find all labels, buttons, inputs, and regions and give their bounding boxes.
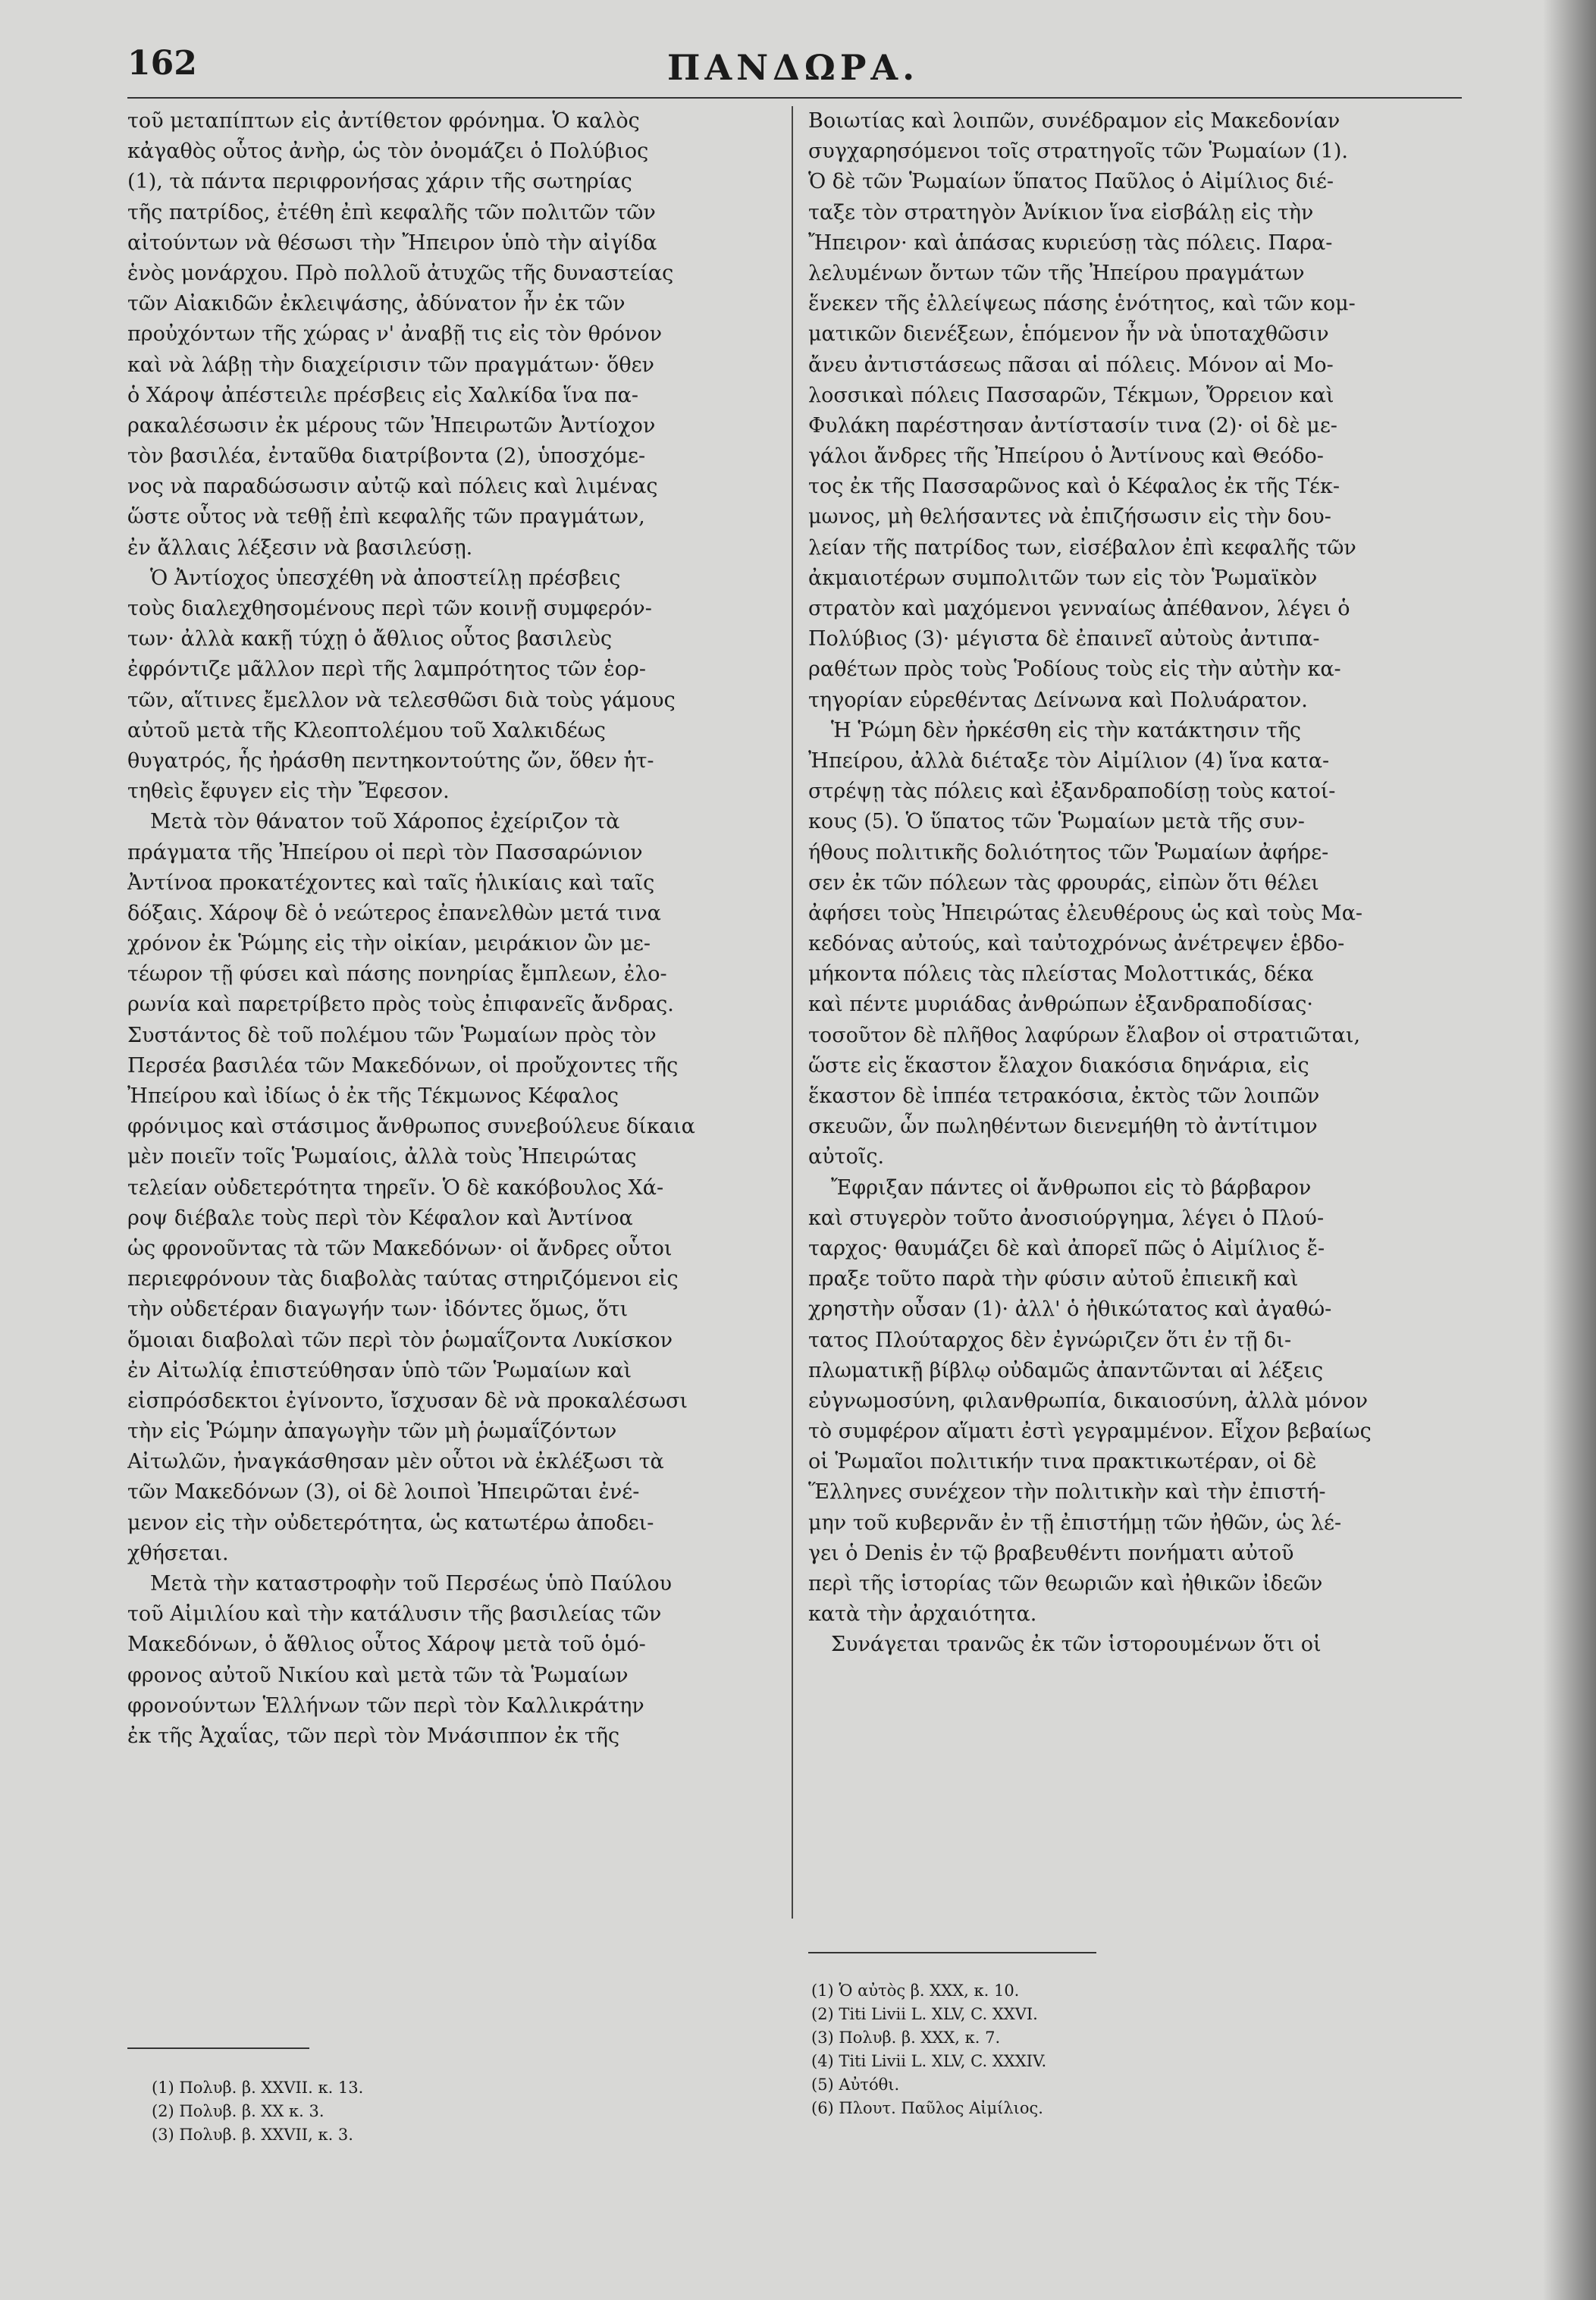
text-line: Μετὰ τὸν θάνατον τοῦ Χάροπος ἐχείριζον τὰ: [150, 810, 620, 834]
text-line: περὶ τῆς ἱστορίας τῶν θεωριῶν καὶ ἠθικῶν ἰδεῶν: [808, 1572, 1323, 1596]
text-line: μήκοντα πόλεις τὰς πλείστας Μολοττικάς, δέκα: [808, 962, 1314, 987]
text-line: τοῦ Αἰμιλίου καὶ τὴν κατάλυσιν τῆς βασιλείας τῶν: [127, 1602, 662, 1627]
right-text-column: [808, 106, 1460, 1661]
text-line: ἐφρόντιζε μᾶλλον περὶ τῆς λαμπρότητος τῶν ἑορ-: [127, 657, 646, 682]
text-line: Συνάγεται τρανῶς ἐκ τῶν ἱστορουμένων ὅτι οἱ: [831, 1633, 1322, 1657]
text-line: καὶ νὰ λάβῃ τὴν διαχείρισιν τῶν πραγμάτων· ὅθεν: [127, 353, 654, 377]
text-line: κατὰ τὴν ἀρχαιότητα.: [808, 1602, 1037, 1627]
column-divider: [792, 106, 793, 1919]
text-line: ἀκμαιοτέρων συμπολιτῶν των εἰς τὸν Ῥωμαϊκὸν: [808, 566, 1318, 590]
text-line: Αἰτωλῶν, ἠναγκάσθησαν μὲν οὗτοι νὰ ἐκλέξωσι τὰ: [127, 1450, 664, 1474]
text-line: Ὁ δὲ τῶν Ῥωμαίων ὕπατος Παῦλος ὁ Αἰμίλιος διέ-: [808, 170, 1334, 194]
text-line: κους (5). Ὁ ὕπατος τῶν Ῥωμαίων μετὰ τῆς συν-: [808, 810, 1305, 834]
text-line: πραξε τοῦτο παρὰ τὴν φύσιν αὐτοῦ ἐπιεικῆ καὶ: [808, 1267, 1299, 1291]
text-line: λελυμένων ὄντων τῶν τῆς Ἠπείρου πραγμάτων: [808, 261, 1305, 285]
footnote: (3) Πολυβ. β. XXX, κ. 7.: [811, 2029, 1001, 2047]
text-line: χρόνον ἐκ Ῥώμης εἰς τὴν οἰκίαν, μειράκιον ὢν με-: [127, 932, 651, 956]
text-line: τέωρον τῇ φύσει καὶ πάσης πονηρίας ἔμπλεων, ἐλο-: [127, 962, 667, 987]
footnote: (2) Titi Livii L. XLV, C. XXVI.: [811, 2005, 1038, 2023]
text-line: γει ὁ Denis ἐν τῷ βραβευθέντι πονήματι αὐτοῦ: [808, 1541, 1294, 1565]
text-line: εὐγνωμοσύνη, φιλανθρωπία, δικαιοσύνη, ἀλλὰ μόνον: [808, 1388, 1369, 1413]
text-line: ροψ διέβαλε τοὺς περὶ τὸν Κέφαλον καὶ Ἀντίνοα: [127, 1206, 633, 1230]
text-line: ἕκαστον δὲ ἱππέα τετρακόσια, ἐκτὸς τῶν λοιπῶν: [808, 1084, 1320, 1108]
text-line: χθήσεται.: [127, 1541, 229, 1565]
footnote: (6) Πλουτ. Παῦλος Αἰμίλιος.: [811, 2099, 1043, 2117]
text-line: ήθους πολιτικῆς δολιότητος τῶν Ῥωμαίων ἀφήρε-: [808, 840, 1329, 864]
text-line: των· ἀλλὰ κακῇ τύχῃ ὁ ἄθλιος οὗτος βασιλεὺς: [127, 627, 613, 651]
footnote: (1) Ὁ αὐτὸς β. XXX, κ. 10.: [811, 1982, 1020, 2000]
text-line: δόξαις. Χάροψ δὲ ὁ νεώτερος ἐπανελθὼν μετά τινα: [127, 901, 661, 925]
text-line: ταρχος· θαυμάζει δὲ καὶ ἀπορεῖ πῶς ὁ Αἰμίλιος ἔ-: [808, 1236, 1325, 1260]
text-line: τὴν εἰς Ῥώμην ἀπαγωγὴν τῶν μὴ ῥωμαΐζόντων: [127, 1420, 617, 1444]
text-line: μην τοῦ κυβερνᾶν ἐν τῇ ἐπιστήμῃ τῶν ἠθῶν, ὡς λέ-: [808, 1511, 1342, 1535]
text-line: ραθέτων πρὸς τοὺς Ῥοδίους τοὺς εἰς τὴν αὐτὴν κα-: [808, 657, 1341, 682]
text-line: τῶν Μακεδόνων (3), οἱ δὲ λοιποὶ Ἠπειρῶται ἐνέ-: [127, 1480, 640, 1505]
text-line: Μακεδόνων, ὁ ἄθλιος οὗτος Χάροψ μετὰ τοῦ ὁμό-: [127, 1633, 646, 1657]
header-rule: [127, 97, 1462, 99]
text-line: Ἤπειρον· καὶ ἁπάσας κυριεύσῃ τὰς πόλεις. Παρα-: [808, 231, 1333, 255]
text-line: Ἡ Ῥώμη δὲν ἠρκέσθη εἰς τὴν κατάκτησιν τῆς: [831, 718, 1302, 742]
text-line: (1), τὰ πάντα περιφρονήσας χάριν τῆς σωτηρίας: [127, 170, 632, 194]
text-line: χρηστὴν οὖσαν (1)· ἀλλ' ὁ ἠθικώτατος καὶ ἀγαθώ-: [808, 1297, 1332, 1322]
text-line: σεν ἐκ τῶν πόλεων τὰς φρουράς, εἰπὼν ὅτι θέλει: [808, 871, 1319, 895]
footnote: (5) Αὐτόθι.: [811, 2076, 900, 2094]
text-line: τῶν Αἰακιδῶν ἐκλειψάσης, ἀδύνατον ἦν ἐκ τῶν: [127, 292, 626, 316]
text-line: τοὺς διαλεχθησομένους περὶ τῶν κοινῇ συμφερόν-: [127, 597, 652, 620]
text-line: μωνος, μὴ θελήσαντες νὰ ἐπιζήσωσιν εἰς τὴν δου-: [808, 505, 1331, 529]
text-line: τὸν βασιλέα, ἐνταῦθα διατρίβοντα (2), ὑποσχόμε-: [127, 444, 646, 469]
footnote: (1) Πολυβ. β. XXVII. κ. 13.: [152, 2079, 364, 2097]
text-line: τατος Πλούταρχος δὲν ἐγνώριζεν ὅτι ἐν τῇ δι-: [808, 1328, 1292, 1352]
running-head-title: ΠΑΝΔΩΡΑ.: [667, 47, 920, 88]
text-line: ἐν Αἰτωλίᾳ ἐπιστεύθησαν ὑπὸ τῶν Ῥωμαίων καὶ: [127, 1358, 632, 1382]
footnotes-left: [152, 2076, 804, 2147]
text-line: νος νὰ παραδώσωσιν αὐτῷ καὶ πόλεις καὶ λιμένας: [127, 475, 658, 499]
text-line: αἰτούντων νὰ θέσωσι τὴν Ἤπειρον ὑπὸ τὴν αἰγίδα: [127, 231, 657, 255]
text-line: συγχαρησόμενοι τοῖς στρατηγοῖς τῶν Ῥωμαίων (1).: [808, 140, 1348, 164]
text-line: κεδόνας αὐτούς, καὶ ταὐτοχρόνως ἀνέτρεψεν ἑβδο-: [808, 932, 1345, 956]
text-line: μὲν ποιεῖν τοῖς Ῥωμαίοις, ἀλλὰ τοὺς Ἠπειρώτας: [127, 1145, 637, 1169]
text-line: οἱ Ῥωμαῖοι πολιτικήν τινα πρακτικωτέραν, οἱ δὲ: [808, 1450, 1317, 1474]
text-line: ἕνεκεν τῆς ἐλλείψεως πάσης ἑνότητος, καὶ τῶν κομ-: [808, 292, 1356, 316]
footnote: (3) Πολυβ. β. XXVII, κ. 3.: [152, 2126, 353, 2144]
text-line: ματικῶν διενέξεων, ἑπόμενον ἦν νὰ ὑποταχθῶσιν: [808, 322, 1329, 347]
text-line: Περσέα βασιλέα τῶν Μακεδόνων, οἱ προὔχοντες τῆς: [127, 1053, 679, 1078]
text-line: ρακαλέσωσιν ἐκ μέρους τῶν Ἠπειρωτῶν Ἀντίοχον: [127, 413, 656, 438]
text-line: Ἠπείρου καὶ ἰδίως ὁ ἐκ τῆς Τέκμωνος Κέφαλος: [127, 1084, 619, 1108]
text-line: αὐτοῦ μετὰ τῆς Κλεοπτολέμου τοῦ Χαλκιδέως: [127, 718, 606, 742]
text-line: θυγατρός, ἧς ἠράσθη πεντηκοντούτης ὤν, ὅθεν ἡτ-: [127, 748, 654, 773]
footnote: (2) Πολυβ. β. XX κ. 3.: [152, 2102, 325, 2120]
text-line: ἐκ τῆς Ἀχαΐας, τῶν περὶ τὸν Μνάσιππον ἐκ τῆς: [127, 1724, 620, 1748]
text-line: καὶ στυγερὸν τοῦτο ἀνοσιούργημα, λέγει ὁ Πλού-: [808, 1206, 1325, 1230]
text-line: καὶ πέντε μυριάδας ἀνθρώπων ἐξανδραποδίσας·: [808, 993, 1313, 1017]
text-line: Μετὰ τὴν καταστροφὴν τοῦ Περσέως ὑπὸ Παύλου: [150, 1572, 673, 1596]
text-line: ὥστε οὗτος νὰ τεθῇ ἐπὶ κεφαλῆς τῶν πραγμάτων,: [127, 505, 645, 529]
text-line: λείαν τῆς πατρίδος των, εἰσέβαλον ἐπὶ κεφαλῆς τῶν: [808, 535, 1356, 560]
text-line: τος ἐκ τῆς Πασσαρῶνος καὶ ὁ Κέφαλος ἐκ τῆς Τέκ-: [808, 475, 1340, 499]
text-line: Ἕλληνες συνέχεον τὴν πολιτικὴν καὶ τὴν ἐπιστή-: [808, 1480, 1326, 1505]
text-line: προὐχόντων τῆς χώρας ν' ἀναβῇ τις εἰς τὸν θρόνον: [127, 322, 663, 347]
text-line: Συστάντος δὲ τοῦ πολέμου τῶν Ῥωμαίων πρὸς τὸν: [127, 1023, 657, 1047]
text-line: ταξε τὸν στρατηγὸν Ἀνίκιον ἵνα εἰσβάλῃ εἰς τὴν: [808, 200, 1314, 224]
text-line: στρέψῃ τὰς πόλεις καὶ ἐξανδραποδίσῃ τοὺς κατοί-: [808, 780, 1336, 804]
text-line: Ἔφριξαν πάντες οἱ ἄνθρωποι εἰς τὸ βάρβαρον: [831, 1175, 1312, 1200]
text-line: φρόνιμος καὶ στάσιμος ἄνθρωπος συνεβούλευε δίκαια: [127, 1115, 695, 1139]
text-line: τὴν οὐδετέραν διαγωγήν των· ἰδόντες ὅμως, ὅτι: [127, 1297, 629, 1322]
text-line: ὁ Χάροψ ἀπέστειλε πρέσβεις εἰς Χαλκίδα ἵνα πα-: [127, 383, 638, 407]
text-line: ἑνὸς μονάρχου. Πρὸ πολλοῦ ἀτυχῶς τῆς δυναστείας: [127, 261, 674, 285]
text-line: μενον εἰς τὴν οὐδετερότητα, ὡς κατωτέρω ἀποδει-: [127, 1511, 654, 1535]
page-number: 162: [127, 44, 197, 83]
text-line: αὐτοῖς.: [808, 1145, 885, 1169]
text-line: πράγματα τῆς Ἠπείρου οἱ περὶ τὸν Πασσαρώνιον: [127, 840, 643, 864]
footnote: (4) Titi Livii L. XLV, C. XXXIV.: [811, 2052, 1047, 2070]
footnote-rule-right: [808, 1952, 1096, 1953]
text-line: τῆς πατρίδος, ἐτέθη ἐπὶ κεφαλῆς τῶν πολιτῶν τῶν: [127, 200, 656, 224]
text-line: πλωματικῇ βίβλῳ οὐδαμῶς ἀπαντῶνται αἱ λέξεις: [808, 1358, 1324, 1382]
text-line: ἀφήσει τοὺς Ἠπειρώτας ἐλευθέρους ὡς καὶ τοὺς Μα-: [808, 901, 1363, 925]
footnote-rule-left: [127, 2047, 309, 2049]
text-line: ὡς φρονοῦντας τὰ τῶν Μακεδόνων· οἱ ἄνδρες οὗτοι: [127, 1236, 673, 1260]
text-line: σκευῶν, ὧν πωληθέντων διενεμήθη τὸ ἀντίτιμον: [808, 1115, 1318, 1139]
text-line: ρωνία καὶ παρετρίβετο πρὸς τοὺς ἐπιφανεῖς ἄνδρας.: [127, 993, 674, 1017]
text-line: Πολύβιος (3)· μέγιστα δὲ ἐπαινεῖ αὐτοὺς ἀντιπα-: [808, 627, 1320, 651]
text-line: ἄνευ ἀντιστάσεως πᾶσαι αἱ πόλεις. Μόνον αἱ Μο-: [808, 353, 1334, 377]
text-line: Ἀντίνοα προκατέχοντες καὶ ταῖς ἡλικίαις καὶ ταῖς: [127, 871, 655, 895]
text-line: Ἠπείρου, ἀλλὰ διέταξε τὸν Αἰμίλιον (4) ἵνα κατα-: [808, 748, 1330, 773]
text-line: τηθεὶς ἔφυγεν εἰς τὴν Ἔφεσον.: [127, 780, 450, 804]
footnotes-right: [811, 1979, 1463, 2120]
text-line: Βοιωτίας καὶ λοιπῶν, συνέδραμον εἰς Μακεδονίαν: [808, 109, 1340, 133]
text-line: ὥστε εἰς ἕκαστον ἔλαχον διακόσια δηνάρια, εἰς: [808, 1053, 1309, 1078]
text-line: φρονούντων Ἑλλήνων τῶν περὶ τὸν Καλλικράτην: [127, 1693, 644, 1718]
page-edge-shadow: [1543, 0, 1596, 2300]
text-line: τῶν, αἵτινες ἔμελλον νὰ τελεσθῶσι διὰ τοὺς γάμους: [127, 688, 676, 712]
text-line: περιεφρόνουν τὰς διαβολὰς ταύτας στηριζόμενοι εἰς: [127, 1267, 679, 1291]
text-line: τηγορίαν εὑρεθέντας Δείνωνα καὶ Πολυάρατον.: [808, 688, 1308, 712]
text-line: ὅμοιαι διαβολαὶ τῶν περὶ τὸν ῥωμαΐζοντα Λυκίσκον: [127, 1328, 673, 1352]
left-text-column: [127, 106, 779, 1752]
text-line: γάλοι ἄνδρες τῆς Ἠπείρου ὁ Ἀντίνους καὶ Θεόδο-: [808, 444, 1324, 469]
text-line: λοσσικαὶ πόλεις Πασσαρῶν, Τέκμων, Ὄρρειον καὶ: [808, 383, 1334, 407]
text-line: Φυλάκη παρέστησαν ἀντίστασίν τινα (2)· οἱ δὲ με-: [808, 413, 1337, 438]
text-line: ἐν ἄλλαις λέξεσιν νὰ βασιλεύσῃ.: [127, 535, 473, 560]
text-line: τοῦ μεταπίπτων εἰς ἀντίθετον φρόνημα. Ὁ καλὸς: [127, 109, 640, 133]
text-line: εἰσπρόσδεκτοι ἐγίνοντο, ἴσχυσαν δὲ νὰ προκαλέσωσι: [127, 1388, 688, 1413]
text-line: τὸ συμφέρον αἵματι ἐστὶ γεγραμμένον. Εἶχον βεβαίως: [808, 1420, 1372, 1444]
text-line: στρατὸν καὶ μαχόμενοι γενναίως ἀπέθανον, λέγει ὁ: [808, 597, 1350, 620]
text-line: κἀγαθὸς οὗτος ἀνὴρ, ὡς τὸν ὀνομάζει ὁ Πολύβιος: [127, 140, 649, 164]
text-line: φρονος αὐτοῦ Νικίου καὶ μετὰ τῶν τὰ Ῥωμαίων: [127, 1663, 629, 1687]
text-line: τελείαν οὐδετερότητα τηρεῖν. Ὁ δὲ κακόβουλος Χά-: [127, 1175, 664, 1200]
text-line: τοσοῦτον δὲ πλῆθος λαφύρων ἔλαβον οἱ στρατιῶται,: [808, 1023, 1361, 1047]
text-line: Ὁ Ἀντίοχος ὑπεσχέθη νὰ ἀποστείλῃ πρέσβεις: [150, 566, 621, 590]
